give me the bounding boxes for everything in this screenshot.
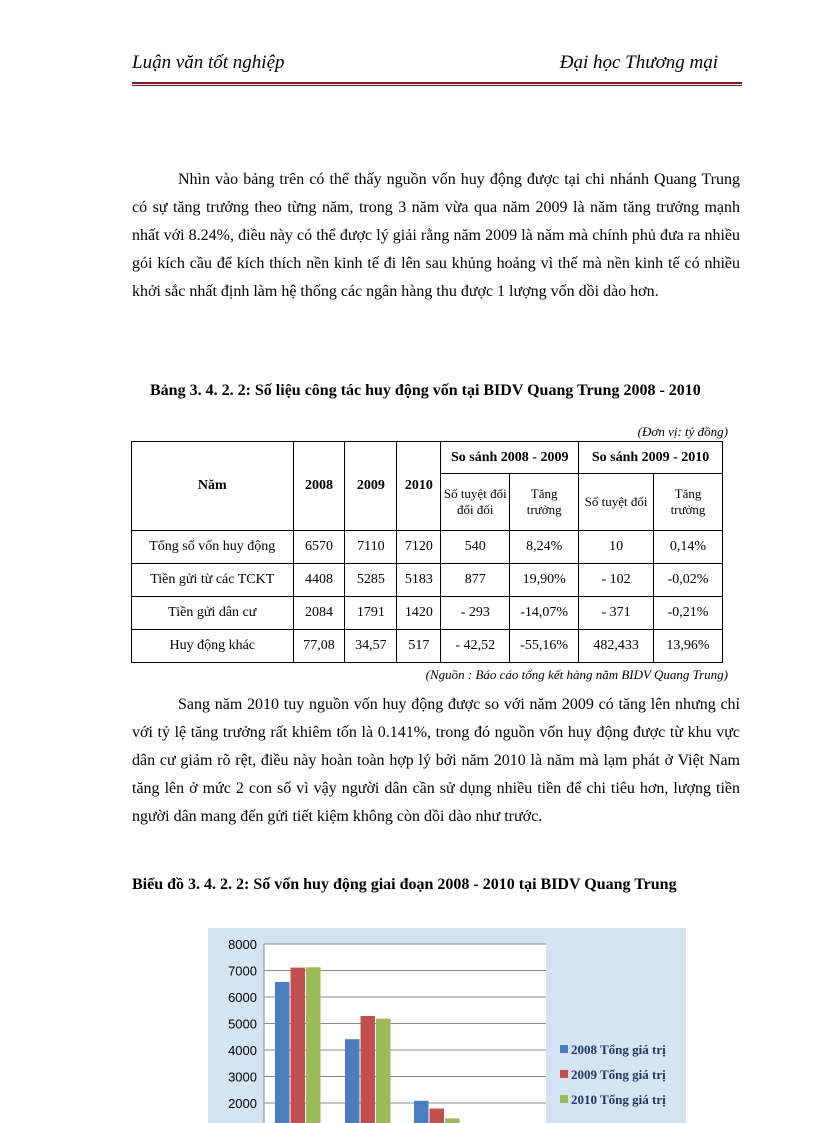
cell-2008: 4408 <box>293 564 345 597</box>
legend-swatch <box>560 1045 568 1053</box>
cell-absolute-2: - 102 <box>579 564 654 597</box>
cell-2008: 2084 <box>293 597 345 630</box>
header-2008: 2008 <box>293 442 345 531</box>
cell-absolute-1: 540 <box>441 531 510 564</box>
table-unit: (Đơn vị: tỷ đồng) <box>637 424 728 439</box>
bar-2-series-2 <box>361 1016 376 1123</box>
paragraph-2: Sang năm 2010 tuy nguồn vốn huy động được so với năm 2009 có tăng lên nhưng chỉ với tỷ lệ tăng trưởng rất khiêm tốn là 0.141%, trong đó nguồn vốn huy động được từ khu vực dân cư giảm rõ rệt, điều này hoàn toàn hợp lý bởi năm 2010 là năm mà lạm phát ở Việt Nam tăng lên ở mức 2 con số vì vậy người dân cần sử dụng nhiều tiền để chi tiêu hơn, lượng tiền người dân mang đến gửi tiết kiệm không còn dồi dào như trước. <box>132 696 740 825</box>
bar-1-series-3 <box>306 967 321 1123</box>
cell-2008: 6570 <box>293 531 345 564</box>
cell-absolute-2: 10 <box>579 531 654 564</box>
bar-3-series-3 <box>445 1118 460 1123</box>
table-source: (Nguồn : Báo cáo tổng kết hàng năm BIDV Quang Trung) <box>425 667 728 682</box>
y-tick-label: 6000 <box>228 990 257 1005</box>
cell-absolute-1: 877 <box>441 564 510 597</box>
header-compare-2009-2010: So sánh 2009 - 2010 <box>579 442 723 474</box>
cell-2010: 5183 <box>397 564 441 597</box>
y-tick-label: 7000 <box>228 963 257 979</box>
row-label: Tổng số vốn huy động <box>132 531 294 564</box>
cell-growth-2: 0,14% <box>654 531 723 564</box>
y-tick-label: 4000 <box>228 1043 257 1058</box>
cell-absolute-2: 482,433 <box>579 630 654 663</box>
header-absolute-1: Số tuyệt đối đối đối <box>441 474 510 531</box>
legend-label: 2008 Tổng giá trị <box>571 1042 666 1057</box>
table-row <box>132 531 723 564</box>
cell-growth-2: -0,21% <box>654 597 723 630</box>
cell-growth-1: -14,07% <box>510 597 579 630</box>
cell-2009: 5285 <box>345 564 397 597</box>
paragraph-1: Nhìn vào bảng trên có thể thấy nguồn vốn huy động được tại chi nhánh Quang Trung có sự tăng trưởng theo từng năm, trong 3 năm vừa qua năm 2009 là năm tăng trưởng mạnh nhất với 8.24%, điều này có thể được lý giải rằng năm 2009 là năm mà chính phủ đưa ra nhiều gói kích cầu để kích thích nền kinh tế đi lên sau khủng hoảng vì thế mà nền kinh tế có nhiều khởi sắc nhất định làm hệ thống các ngân hàng thu được 1 lượng vốn dồi dào hơn. <box>132 171 740 300</box>
header-right-title: Đại học Thương mại <box>559 52 718 73</box>
y-tick-label: 5000 <box>228 1016 257 1032</box>
header-2009: 2009 <box>345 442 397 531</box>
row-label: Tiền gửi dân cư <box>132 597 294 630</box>
table-row <box>132 630 723 663</box>
y-tick-label: 2000 <box>228 1096 257 1111</box>
legend-swatch <box>560 1095 568 1103</box>
header-year: Năm <box>132 442 294 531</box>
bar-2-series-3 <box>376 1019 391 1123</box>
bar-3-series-1 <box>414 1101 429 1123</box>
y-tick-label: 3000 <box>228 1069 257 1085</box>
cell-growth-1: 19,90% <box>510 564 579 597</box>
row-label: Huy động khác <box>132 630 294 663</box>
cell-2008: 77,08 <box>293 630 345 663</box>
cell-2009: 34,57 <box>345 630 397 663</box>
table-row <box>132 597 723 630</box>
header-2010: 2010 <box>397 442 441 531</box>
bar-1-series-2 <box>291 968 306 1123</box>
header-growth-2: Tăng trưởng <box>654 474 723 531</box>
cell-growth-1: -55,16% <box>510 630 579 663</box>
header-absolute-2: Số tuyệt đối <box>579 474 654 531</box>
bar-1-series-1 <box>275 982 290 1123</box>
y-tick-label: 8000 <box>228 937 257 952</box>
cell-2010: 1420 <box>397 597 441 630</box>
legend-label: 2009 Tổng giá trị <box>571 1067 666 1082</box>
bar-2-series-1 <box>345 1039 360 1123</box>
cell-growth-2: -0,02% <box>654 564 723 597</box>
row-label: Tiền gửi từ các TCKT <box>132 564 294 597</box>
header-compare-2008-2009: So sánh 2008 - 2009 <box>441 442 579 474</box>
bar-chart <box>208 928 686 1123</box>
legend-label: 2010 Tổng giá trị <box>571 1092 666 1107</box>
chart-title: Biểu đồ 3. 4. 2. 2: Số vốn huy động giai đoạn 2008 - 2010 tại BIDV Quang Trung <box>132 876 677 893</box>
cell-growth-1: 8,24% <box>510 531 579 564</box>
cell-absolute-1: - 42,52 <box>441 630 510 663</box>
cell-2009: 1791 <box>345 597 397 630</box>
table-title: Bảng 3. 4. 2. 2: Số liệu công tác huy động vốn tại BIDV Quang Trung 2008 - 2010 <box>150 382 701 399</box>
cell-growth-2: 13,96% <box>654 630 723 663</box>
cell-2010: 7120 <box>397 531 441 564</box>
cell-absolute-2: - 371 <box>579 597 654 630</box>
cell-2009: 7110 <box>345 531 397 564</box>
header-divider <box>132 85 742 86</box>
cell-2010: 517 <box>397 630 441 663</box>
legend-swatch <box>560 1070 568 1078</box>
table-row <box>132 564 723 597</box>
header-left-title: Luận văn tốt nghiệp <box>132 52 285 73</box>
page-header <box>132 52 742 84</box>
bar-3-series-2 <box>430 1109 445 1123</box>
cell-absolute-1: - 293 <box>441 597 510 630</box>
data-table <box>131 441 723 663</box>
header-growth-1: Tăng trưởng <box>510 474 579 531</box>
bar-chart-svg <box>208 928 686 1123</box>
